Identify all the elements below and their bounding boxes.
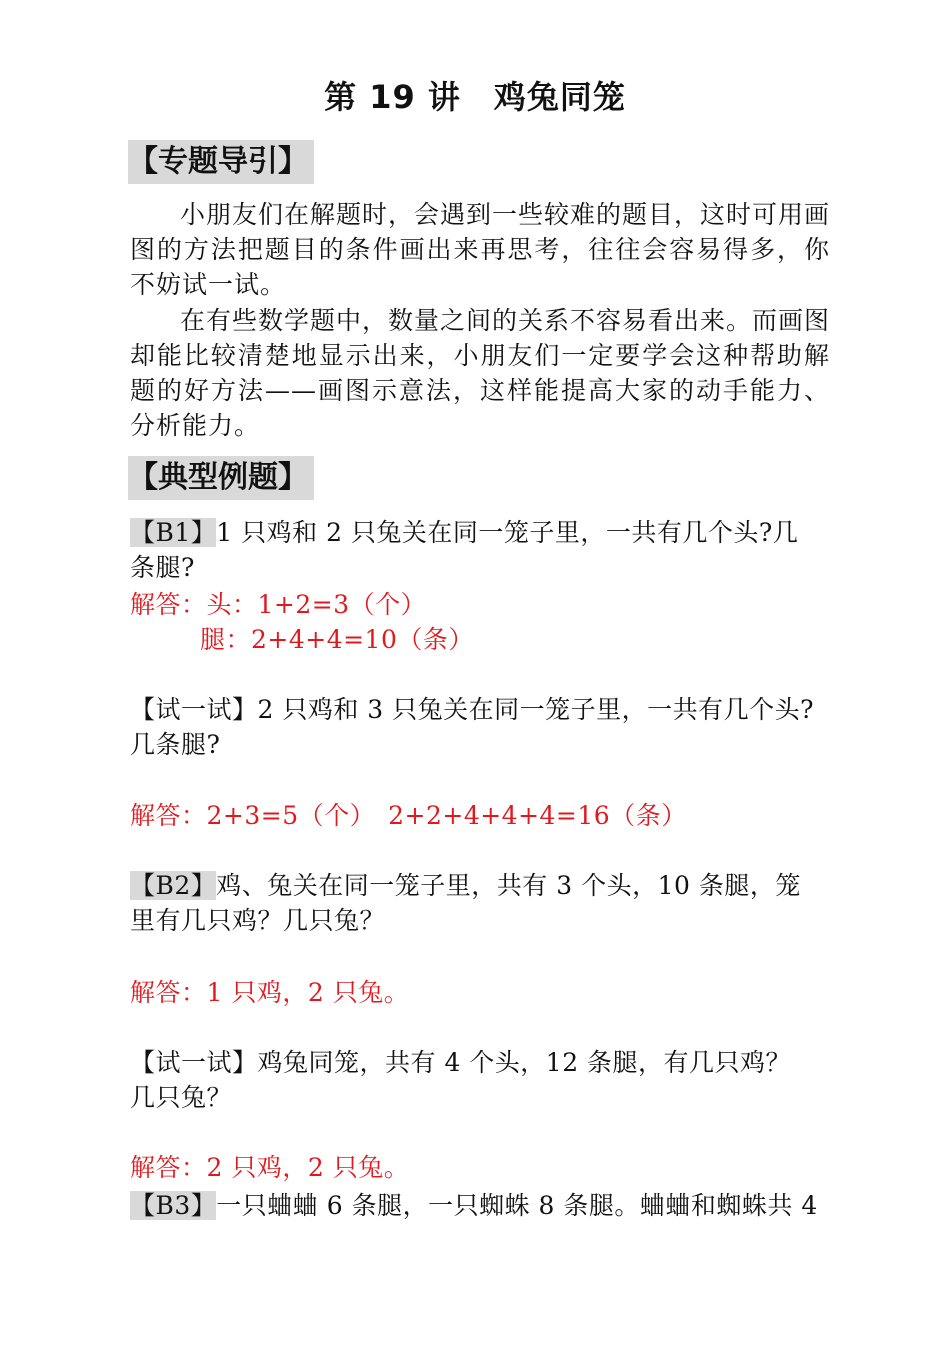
question-text: 1 只鸡和 2 只兔关在同一笼子里，一共有几个头?几 (216, 518, 799, 547)
question-text: 鸡、兔关在同一笼子里，共有 3 个头，10 条腿，笼 (216, 871, 801, 900)
example-b3-question-line1 (130, 1188, 830, 1223)
try1-question-line2: 几条腿? (130, 730, 221, 759)
try1-question-line1: 【试一试】2 只鸡和 3 只兔关在同一笼子里，一共有几个头? (130, 695, 815, 724)
example-tag: 【B1】 (130, 518, 217, 547)
example-b2-question-line1 (130, 868, 830, 903)
try2-answer: 解答：2 只鸡，2 只兔。 (130, 1153, 410, 1182)
example-tag: 【B2】 (130, 871, 217, 900)
example-b2-question-line2: 里有几只鸡？几只兔？ (130, 906, 386, 935)
lesson-title: 第 19 讲 鸡兔同笼 (324, 78, 626, 116)
example-b1-answer-line2: 腿：2+4+4=10（条） (200, 625, 474, 654)
section-heading-intro: 【专题导引】 (128, 140, 314, 184)
question-text: 一只蛐蛐 6 条腿，一只蜘蛛 8 条腿。蛐蛐和蜘蛛共 4 (216, 1191, 818, 1220)
example-b1-answer-line1: 解答：头：1+2=3（个） (130, 590, 427, 619)
example-b1-question-line2: 条腿? (130, 553, 195, 582)
try2-question-line2: 几只兔？ (130, 1083, 233, 1112)
example-b2-answer: 解答：1 只鸡，2 只兔。 (130, 978, 410, 1007)
try2-question-line1: 【试一试】鸡兔同笼，共有 4 个头，12 条腿，有几只鸡？ (130, 1048, 792, 1077)
try1-answer: 解答：2+3=5（个） 2+2+4+4+4=16（条） (130, 801, 687, 830)
section-heading-examples: 【典型例题】 (128, 456, 314, 500)
example-tag: 【B3】 (130, 1191, 217, 1220)
intro-paragraph-1: 小朋友们在解题时，会遇到一些较难的题目，这时可用画图的方法把题目的条件画出来再思考，往往会容易得多，你不妨试一试。 (130, 200, 831, 299)
intro-paragraph-2: 在有些数学题中，数量之间的关系不容易看出来。而画图却能比较清楚地显示出来，小朋友们一定要学会这种帮助解题的好方法——画图示意法，这样能提高大家的动手能力、分析能力。 (130, 306, 831, 440)
example-b1-question-line1 (130, 515, 830, 550)
